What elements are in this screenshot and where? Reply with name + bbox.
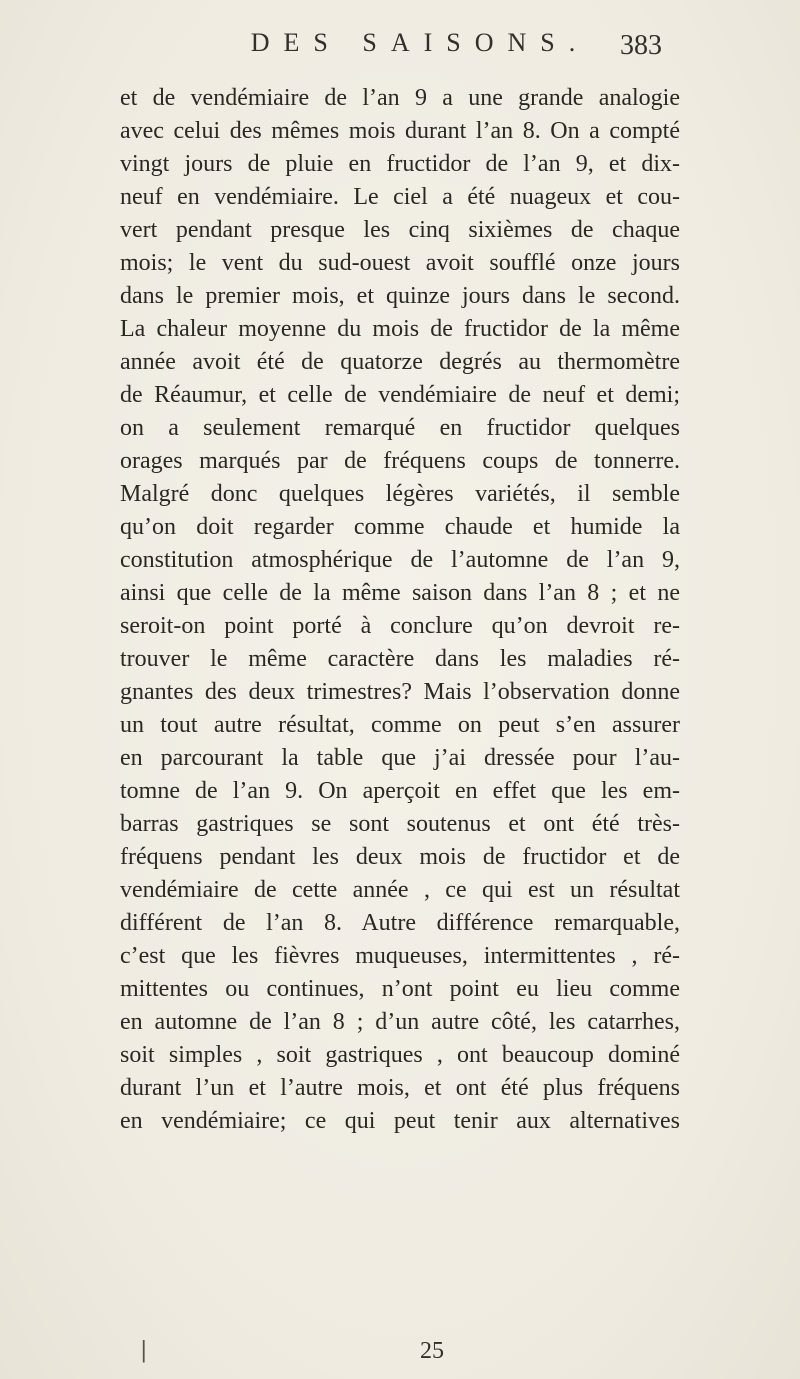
text-line: et de vendémiaire de l’an 9 a une grande analogie <box>120 85 680 111</box>
text-line: dans le premier mois, et quinze jours dans le second. <box>120 283 680 309</box>
text-line: soit simples , soit gastriques , ont beaucoup dominé <box>120 1042 680 1068</box>
text-line: qu’on doit regarder comme chaude et humide la <box>120 514 680 540</box>
text-line: La chaleur moyenne du mois de fructidor de la même <box>120 316 680 342</box>
text-line: différent de l’an 8. Autre différence remarquable, <box>120 910 680 936</box>
text-line: année avoit été de quatorze degrés au thermomètre <box>120 349 680 375</box>
text-line: neuf en vendémiaire. Le ciel a été nuageux et cou- <box>120 184 680 210</box>
text-line: vert pendant presque les cinq sixièmes de chaque <box>120 217 680 243</box>
body-text <box>120 82 680 1138</box>
text-line: Malgré donc quelques légères variétés, il semble <box>120 481 680 507</box>
text-line: durant l’un et l’autre mois, et ont été plus fréquens <box>120 1075 680 1101</box>
text-line: de Réaumur, et celle de vendémiaire de neuf et demi; <box>120 382 680 408</box>
text-line: mois; le vent du sud-ouest avoit soufflé onze jours <box>120 250 680 276</box>
text-line: tomne de l’an 9. On aperçoit en effet que les em- <box>120 778 680 804</box>
text-line: en vendémiaire; ce qui peut tenir aux alternatives <box>120 1108 680 1134</box>
text-line: constitution atmosphérique de l’automne de l’an 9, <box>120 547 680 573</box>
text-line: fréquens pendant les deux mois de fructidor et de <box>120 844 680 870</box>
text-line: en automne de l’an 8 ; d’un autre côté, les catarrhes, <box>120 1009 680 1035</box>
text-line: vendémiaire de cette année , ce qui est un résultat <box>120 877 680 903</box>
text-line: seroit-on point porté à conclure qu’on devroit re- <box>120 613 680 639</box>
text-line: mittentes ou continues, n’ont point eu lieu comme <box>120 976 680 1002</box>
text-line: avec celui des mêmes mois durant l’an 8. On a compté <box>120 118 680 144</box>
page-number: 383 <box>620 30 662 61</box>
text-line: barras gastriques se sont soutenus et ont été très- <box>120 811 680 837</box>
text-line: un tout autre résultat, comme on peut s’en assurer <box>120 712 680 738</box>
text-line: vingt jours de pluie en fructidor de l’an 9, et dix- <box>120 151 680 177</box>
text-line: en parcourant la table que j’ai dressée pour l’au- <box>120 745 680 771</box>
text-line: c’est que les fièvres muqueuses, intermittentes , ré- <box>120 943 680 969</box>
margin-mark: | <box>140 1338 148 1363</box>
signature-mark: 25 <box>420 1338 444 1364</box>
text-line: ainsi que celle de la même saison dans l’an 8 ; et ne <box>120 580 680 606</box>
text-line: on a seulement remarqué en fructidor quelques <box>120 415 680 441</box>
running-head: DES SAISONS. <box>250 28 590 57</box>
text-line: gnantes des deux trimestres? Mais l’observation donne <box>120 679 680 705</box>
text-line: orages marqués par de fréquens coups de tonnerre. <box>120 448 680 474</box>
text-line: trouver le même caractère dans les maladies ré- <box>120 646 680 672</box>
